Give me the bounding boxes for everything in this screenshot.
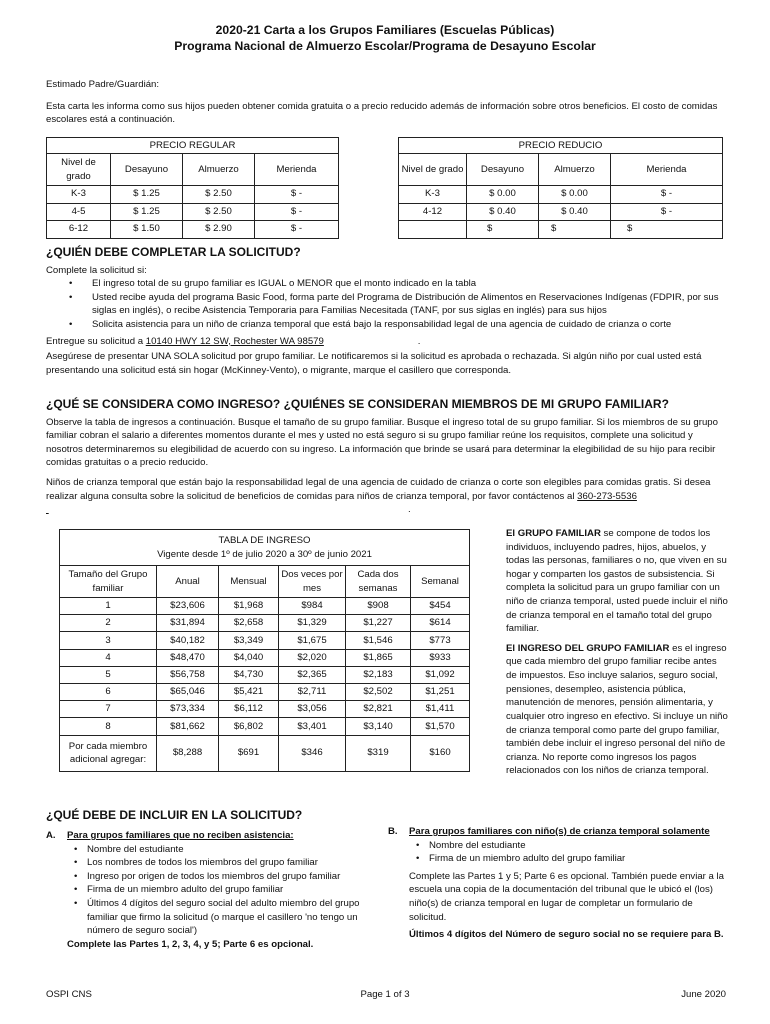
reduced-header-lunch: Almuerzo (539, 154, 611, 186)
table-cell: $73,334 (157, 701, 219, 718)
table-cell: $23,606 (157, 598, 219, 615)
list-item: • Nombre del estudiante (67, 843, 366, 857)
regular-header-lunch: Almuerzo (183, 154, 255, 186)
table-cell: $1,092 (411, 666, 470, 683)
table-cell: $8,288 (157, 735, 219, 771)
table-cell: $2,658 (219, 615, 279, 632)
table-row (47, 203, 339, 221)
table-cell: K-3 (399, 186, 467, 204)
table-cell: $ 0.00 (467, 186, 539, 204)
list-item: • Nombre del estudiante (409, 839, 728, 853)
part-a-title-text: Para grupos familiares que no reciben asistencia: (67, 830, 294, 841)
table-cell: $81,662 (157, 718, 219, 735)
table-cell: $614 (411, 615, 470, 632)
part-b-title-text: Para grupos familiares con niño(s) de crianza temporal solamente (409, 826, 710, 837)
table-cell: $3,056 (279, 701, 346, 718)
table-cell: $1,329 (279, 615, 346, 632)
household-term: El GRUPO FAMILIAR (506, 528, 601, 539)
extra-member-label: Por cada miembro adicional agregar: (60, 735, 157, 771)
table-cell: $4,730 (219, 666, 279, 683)
table-cell: $ 0.40 (467, 203, 539, 221)
table-cell: $1,968 (219, 598, 279, 615)
table-cell: $ 1.25 (111, 186, 183, 204)
table-cell: $2,821 (346, 701, 411, 718)
who-heading: ¿QUIÉN DEBE COMPLETAR LA SOLICITUD? (46, 245, 301, 259)
table-cell: $ - (255, 203, 339, 221)
greeting: Estimado Padre/Guardián: (46, 79, 160, 90)
reduced-header-grade: Nivel de grado (399, 154, 467, 186)
include-section (46, 808, 728, 824)
reduced-price-caption: PRECIO REDUCIO (399, 138, 723, 154)
household-definition (506, 527, 728, 636)
part-b-text: Complete las Partes 1 y 5; Parte 6 es opcional. También puede enviar a la escuela una copia de la documentación del tribunal que le ubicó el (los) niño(s) de crianza temporal en lugar de completar un formulario de solicitud. (409, 870, 725, 923)
table-cell: $933 (411, 649, 470, 666)
table-cell: $56,758 (157, 666, 219, 683)
income-term: El INGRESO DEL GRUPO FAMILIAR (506, 642, 670, 654)
title-line-2: Programa Nacional de Almuerzo Escolar/Programa de Desayuno Escolar (174, 39, 596, 54)
part-a-title (46, 829, 366, 843)
table-cell: $3,401 (279, 718, 346, 735)
table-cell: $ - (611, 203, 723, 221)
part-a-list (67, 843, 366, 938)
table-cell: $2,183 (346, 666, 411, 683)
income-header-biweekly: Cada dos semanas (346, 566, 411, 598)
table-cell: $ 1.25 (111, 203, 183, 221)
table-cell: $1,675 (279, 632, 346, 649)
table-row (60, 666, 470, 683)
income-rows (60, 598, 470, 736)
table-cell: 7 (60, 701, 157, 718)
table-cell: 6-12 (47, 221, 111, 239)
table-cell: $319 (346, 735, 411, 771)
who-bullets (46, 277, 728, 331)
part-b-list (409, 839, 728, 866)
list-item: • Firma de un miembro adulto del grupo familiar (409, 852, 728, 866)
table-cell: $ (539, 221, 611, 239)
income-p2 (46, 476, 728, 503)
table-row (399, 186, 723, 204)
reduced-price-table (398, 137, 723, 239)
table-cell: $6,112 (219, 701, 279, 718)
table-cell: $1,227 (346, 615, 411, 632)
table-cell: $1,411 (411, 701, 470, 718)
list-item: • Solicita asistencia para un niño de crianza temporal que está bajo la responsabilidad legal de una agencia de cuidado de crianza o corte (46, 318, 728, 332)
table-cell: $ 2.90 (183, 221, 255, 239)
table-cell: 4-5 (47, 203, 111, 221)
table-row (60, 649, 470, 666)
reduced-header-breakfast: Desayuno (467, 154, 539, 186)
table-cell: $5,421 (219, 683, 279, 700)
income-definition (506, 642, 728, 778)
table-cell: $2,711 (279, 683, 346, 700)
income-header-annual: Anual (157, 566, 219, 598)
income-section (46, 397, 728, 517)
table-cell (399, 221, 467, 239)
income-table (59, 529, 470, 772)
table-cell: $ (467, 221, 539, 239)
income-header-weekly: Semanal (411, 566, 470, 598)
income-period: . (408, 504, 411, 516)
table-row (60, 683, 470, 700)
part-a-note: Complete las Partes 1, 2, 3, 4, y 5; Parte 6 es opcional. (67, 938, 314, 950)
definitions-sidebar (506, 527, 728, 778)
footer-page-number: Page 1 of 3 (360, 989, 410, 1000)
table-cell: $4,040 (219, 649, 279, 666)
who-section (46, 245, 728, 377)
submit-suffix: . (417, 335, 421, 347)
include-heading: ¿QUÉ DEBE DE INCLUIR EN LA SOLICITUD? (46, 808, 303, 822)
table-cell: $ - (255, 221, 339, 239)
table-cell: $691 (219, 735, 279, 771)
list-item: • Ingreso por origen de todos los miembros del grupo familiar (67, 870, 366, 884)
table-cell: $ 0.00 (539, 186, 611, 204)
table-cell: $2,502 (346, 683, 411, 700)
table-row (60, 735, 470, 771)
table-row (399, 221, 723, 239)
footer-left: OSPI CNS (46, 989, 92, 1000)
table-cell: 6 (60, 683, 157, 700)
table-cell: $2,020 (279, 649, 346, 666)
table-cell: $ (611, 221, 723, 239)
regular-header-grade: Nivel de grado (47, 154, 111, 186)
table-cell: $31,894 (157, 615, 219, 632)
table-cell: 3 (60, 632, 157, 649)
table-row (60, 701, 470, 718)
table-row (60, 632, 470, 649)
table-row (60, 718, 470, 735)
part-a-letter: A. (46, 830, 56, 841)
part-b-note: Últimos 4 dígitos del Número de seguro social no se requiere para B. (409, 929, 724, 941)
table-cell: K-3 (47, 186, 111, 204)
table-cell: $346 (279, 735, 346, 771)
who-note: Asegúrese de presentar UNA SOLA solicitud por grupo familiar. Le notificaremos si la solicitud es aprobada o rechazada. Si algún niño por cual usted está presentando una solicitud está sin hogar (McKinney-Vento), o migrante, marque el casillero que corresponda. (46, 351, 702, 376)
intro (46, 78, 728, 127)
table-row (60, 598, 470, 615)
table-cell: $1,251 (411, 683, 470, 700)
phone-underline (46, 503, 728, 517)
income-table-caption (60, 530, 470, 566)
table-cell: $1,546 (346, 632, 411, 649)
footer-date: June 2020 (681, 989, 726, 1000)
submit-prefix: Entregue su solicitud a (46, 335, 146, 347)
table-row (399, 203, 723, 221)
submit-line (46, 335, 728, 349)
income-header-size: Tamaño del Grupo familiar (60, 566, 157, 598)
list-item: • Firma de un miembro adulto del grupo familiar (67, 883, 366, 897)
table-cell: 5 (60, 666, 157, 683)
table-cell: $6,802 (219, 718, 279, 735)
table-cell: $ 2.50 (183, 203, 255, 221)
table-cell: $ 0.40 (539, 203, 611, 221)
table-cell: $160 (411, 735, 470, 771)
regular-price-table (46, 137, 339, 239)
table-row (60, 615, 470, 632)
list-item: • El ingreso total de su grupo familiar es IGUAL o MENOR que el monto indicado en la tabla (46, 277, 728, 291)
income-table-title: TABLA DE INGRESO (218, 534, 311, 546)
table-cell: 2 (60, 615, 157, 632)
include-part-a (46, 829, 366, 951)
table-cell: $3,140 (346, 718, 411, 735)
intro-text: Esta carta les informa como sus hijos pueden obtener comida gratuita o a precio reducido además de información sobre otros beneficios. El costo de comidas escolares está a continuación. (46, 100, 718, 126)
regular-price-caption: PRECIO REGULAR (47, 138, 339, 154)
table-cell: $773 (411, 632, 470, 649)
table-cell: 1 (60, 598, 157, 615)
income-header-monthly: Mensual (219, 566, 279, 598)
table-cell: $1,570 (411, 718, 470, 735)
income-p1: Observe la tabla de ingresos a continuación. Busque el tamaño de su grupo familiar. Busque el ingreso total de su grupo familiar. Si los miembros de su grupo familiar cobran el salario a diferentes momentos durante el mes y usted no está seguro si su grupo familiar reúne los requisitos, complete una solicitud y nosotros determinaremos su elegibilidad de acuerdo con su ingreso. La información que brinde se usará para determinar la elegibilidad de su hijo para recibir comidas gratuitas o a precio reducido. (46, 416, 718, 469)
list-item: • Últimos 4 dígitos del seguro social del adulto miembro del grupo familiar que firmo la solicitud (o marque el casillero 'no tengo un número de seguro social') (67, 897, 366, 938)
include-part-b (388, 825, 728, 942)
table-cell: 4 (60, 649, 157, 666)
income-heading: ¿QUÉ SE CONSIDERA COMO INGRESO? ¿QUIÉNES SE CONSIDERAN MIEMBROS DE MI GRUPO FAMILIAR? (46, 397, 669, 411)
table-cell: $908 (346, 598, 411, 615)
table-cell: $48,470 (157, 649, 219, 666)
part-b-title (388, 825, 728, 839)
income-text: es el ingreso que cada miembro del grupo familiar recibe antes de impuestos. Eso incluye salarios, seguro social, pensiones, desempleo, asistencia pública, manutención de menores, pensión alimentaria, y cualquier otro ingreso en efectivo. Si incluye un niño de crianza temporal como parte del grupo familiar, también debe incluir el ingreso personal del niño de crianza. No reporte como ingresos los pagos relacionados con los niños de crianza temporal. (506, 642, 728, 777)
regular-header-snack: Merienda (255, 154, 339, 186)
table-cell: $ 2.50 (183, 186, 255, 204)
table-cell: $454 (411, 598, 470, 615)
contact-phone[interactable]: 360-273-5536 (577, 490, 637, 502)
table-row (47, 221, 339, 239)
income-p2-text: Niños de crianza temporal que están bajo la responsabilidad legal de una agencia de cuidado de crianza o corte son elegibles para comidas gratis. Si desea realizar alguna consulta sobre la solicitud de beneficios de comidas para niños de crianza temporal, por favor contáctenos al (46, 477, 711, 502)
table-cell: $2,365 (279, 666, 346, 683)
table-cell: 4-12 (399, 203, 467, 221)
table-cell: $3,349 (219, 632, 279, 649)
reduced-header-snack: Merienda (611, 154, 723, 186)
table-cell: $ - (255, 186, 339, 204)
submit-address: 10140 HWY 12 SW, Rochester WA 98579 (145, 335, 324, 347)
part-b-letter: B. (388, 826, 398, 837)
income-table-subtitle: Vigente desde 1º de julio 2020 a 30º de junio 2021 (157, 548, 372, 560)
who-lead: Complete la solicitud si: (46, 264, 147, 276)
table-cell: $984 (279, 598, 346, 615)
household-text: se compone de todos los individuos, incluyendo padres, hijos, abuelos, y todas las personas, familiares o no, que viven en su hogar y comparten los gastos de subsistencia. Si completa la solicitud para un grupo familiar con un niño de crianza temporal, usted puede incluir el niño de crianza temporal en el tamaño total del grupo familiar. (506, 528, 728, 635)
table-cell: $65,046 (157, 683, 219, 700)
table-cell: $ 1.50 (111, 221, 183, 239)
table-cell: 8 (60, 718, 157, 735)
income-header-twice-monthly: Dos veces por mes (279, 566, 346, 598)
regular-header-breakfast: Desayuno (111, 154, 183, 186)
table-cell: $1,865 (346, 649, 411, 666)
title-line-1: 2020-21 Carta a los Grupos Familiares (Escuelas Públicas) (215, 23, 555, 37)
table-row (47, 186, 339, 204)
table-cell: $40,182 (157, 632, 219, 649)
list-item: • Los nombres de todos los miembros del grupo familiar (67, 856, 366, 870)
table-cell: $ - (611, 186, 723, 204)
document-title (0, 22, 770, 55)
list-item: • Usted recibe ayuda del programa Basic Food, forma parte del Programa de Distribución de Alimentos en Reservaciones Indígenas (FDPIR, por sus siglas en inglés), o recibe Asistencia Temporaria para Familias Necesitada (TANF, por sus siglas en inglés) para sus hijos (46, 291, 728, 318)
